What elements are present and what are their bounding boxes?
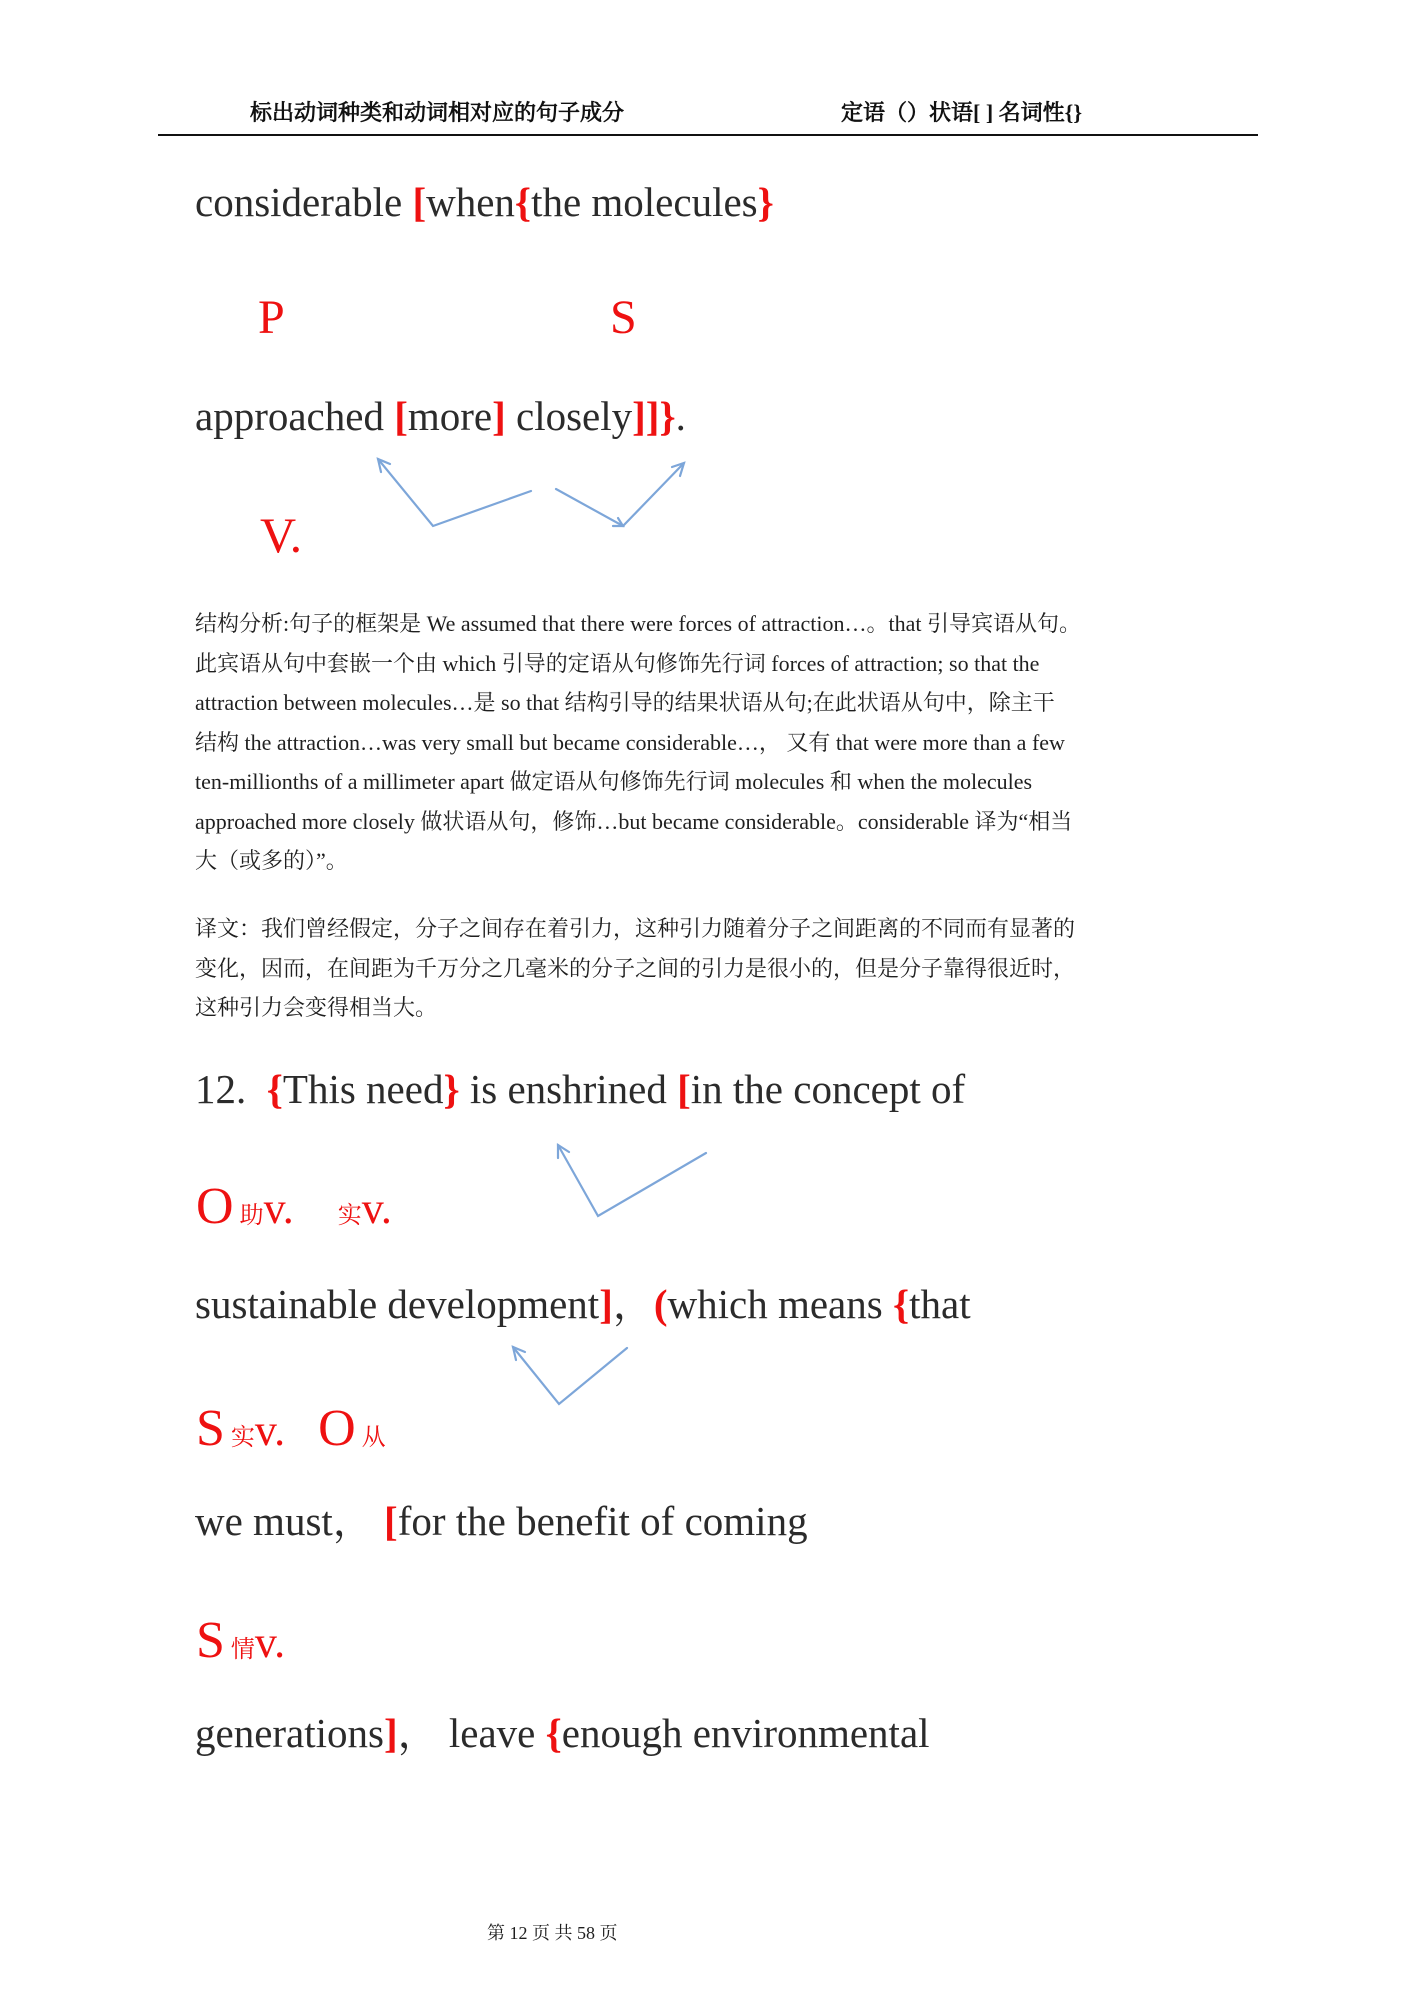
sentence1-line2 [195,393,686,439]
analysis-line: approached more closely 做状语从句，修饰…but became considerable。considerable 译为“相当 [195,808,1073,834]
sentence1-line1 [195,179,774,225]
text-segment: closely [505,393,633,439]
analysis-line: 此宾语从句中套嵌一个由 which 引导的定语从句修饰先行词 forces of attraction; so that the [195,650,1040,676]
text-segment: [ [677,1066,691,1112]
text-segment: the molecules [531,179,758,225]
arrow-to-closely [556,463,684,526]
text-segment: ( [653,1281,668,1327]
text-segment [285,1406,318,1455]
analysis-line: 大（或多的）”。 [195,848,348,873]
sentence12-line1 [195,1066,966,1112]
text-segment: enough environmental [561,1710,930,1756]
text-segment: 情 [224,1637,255,1663]
grammar-label-p: P [258,291,285,344]
text-segment: ] [599,1281,613,1327]
text-segment: we must [195,1498,333,1544]
header-rule [158,134,1258,136]
analysis-line: 结构 the attraction…was very small but became considerable…， 又有 that were more than a few [195,729,1065,755]
text-segment: O [196,1178,234,1235]
text-segment: considerable [195,179,413,225]
text-segment: { [514,179,532,225]
page-number: 第 12 页 共 58 页 [487,1923,618,1943]
translation-line: 变化，因而，在间距为千万分之几毫米的分子之间的引力是很小的，但是分子靠得很近时， [195,955,1076,981]
text-segment: ， [332,1498,385,1544]
text-segment: more [407,393,493,439]
text-segment: { [892,1281,910,1327]
text-segment: when [426,179,515,225]
text-segment: v. [254,1618,286,1667]
text-segment: 助 [233,1203,264,1229]
text-segment: This need [282,1066,444,1112]
arrowhead-closely-vertex [613,518,623,526]
text-segment: generations [195,1710,384,1756]
text-segment: ]]} [632,393,676,439]
analysis-line: attraction between molecules…是 so that 结构引导的结果状语从句;在此状语从句中，除主干 [195,690,1055,715]
text-segment: } [757,179,774,225]
text-segment: that [909,1281,971,1327]
text-segment: 实 [224,1425,255,1451]
text-segment: ， [612,1281,654,1327]
sentence12-line4 [195,1710,930,1756]
text-segment: ] [383,1710,398,1756]
text-segment: { [545,1710,562,1756]
arrowhead-development [513,1347,525,1360]
text-segment: 从 [355,1425,386,1451]
arrow-to-enshrined [558,1145,706,1216]
translation-line: 译文：我们曾经假定，分子之间存在着引力，这种引力随着分子之间距离的不同而有显著的 [195,916,1076,941]
arrowhead-enshrined [558,1145,569,1158]
text-segment: S [196,1612,225,1669]
text-segment: for the benefit of coming [397,1498,808,1544]
text-segment: approached [195,393,395,439]
analysis-line: 结构分析:句子的框架是 We assumed that there were forces of attraction…。that 引导宾语从句。 [195,611,1081,636]
text-segment [294,1184,338,1233]
header-right-legend: 定语（）状语[ ] 名词性{} [841,100,1082,125]
grammar-labels-row1 [196,1178,392,1235]
text-segment: is enshrined [459,1066,678,1112]
text-segment: } [443,1066,460,1112]
header-left-title: 标出动词种类和动词相对应的句子成分 [250,100,625,125]
text-segment: 实 [337,1203,362,1229]
arrow-to-approached [378,459,531,526]
sentence12-line3 [195,1498,808,1544]
text-segment: [ [394,393,408,439]
grammar-labels-row3 [196,1612,286,1669]
text-segment: ， [397,1710,449,1756]
arrowhead-closely [672,463,684,476]
arrowhead-approached [378,459,390,472]
text-segment: v. [361,1184,392,1233]
text-segment: [ [412,179,427,225]
grammar-label-v: V. [260,507,303,563]
grammar-label-s: S [610,291,637,344]
text-segment: in the concept of [690,1066,966,1112]
grammar-labels-row2 [196,1400,386,1457]
text-segment: 12. [195,1066,267,1112]
text-segment: which means [667,1281,893,1327]
text-segment: O [318,1400,356,1457]
text-segment: sustainable development [195,1281,600,1327]
structure-analysis-paragraph [195,604,1081,881]
text-segment: v. [254,1406,286,1455]
sentence12-line2 [195,1281,971,1327]
analysis-line: ten-millionths of a millimeter apart 做定语从句修饰先行词 molecules 和 when the molecules [195,769,1033,794]
text-segment: . [675,393,686,439]
text-segment: [ [384,1498,398,1544]
text-segment: ] [492,393,506,439]
text-segment: S [196,1400,225,1457]
text-segment: { [266,1066,283,1112]
arrow-to-development [513,1347,627,1404]
text-segment: leave [448,1710,546,1756]
translation-line: 这种引力会变得相当大。 [195,995,438,1020]
translation-paragraph [195,909,1075,1028]
text-segment: v. [263,1184,294,1233]
